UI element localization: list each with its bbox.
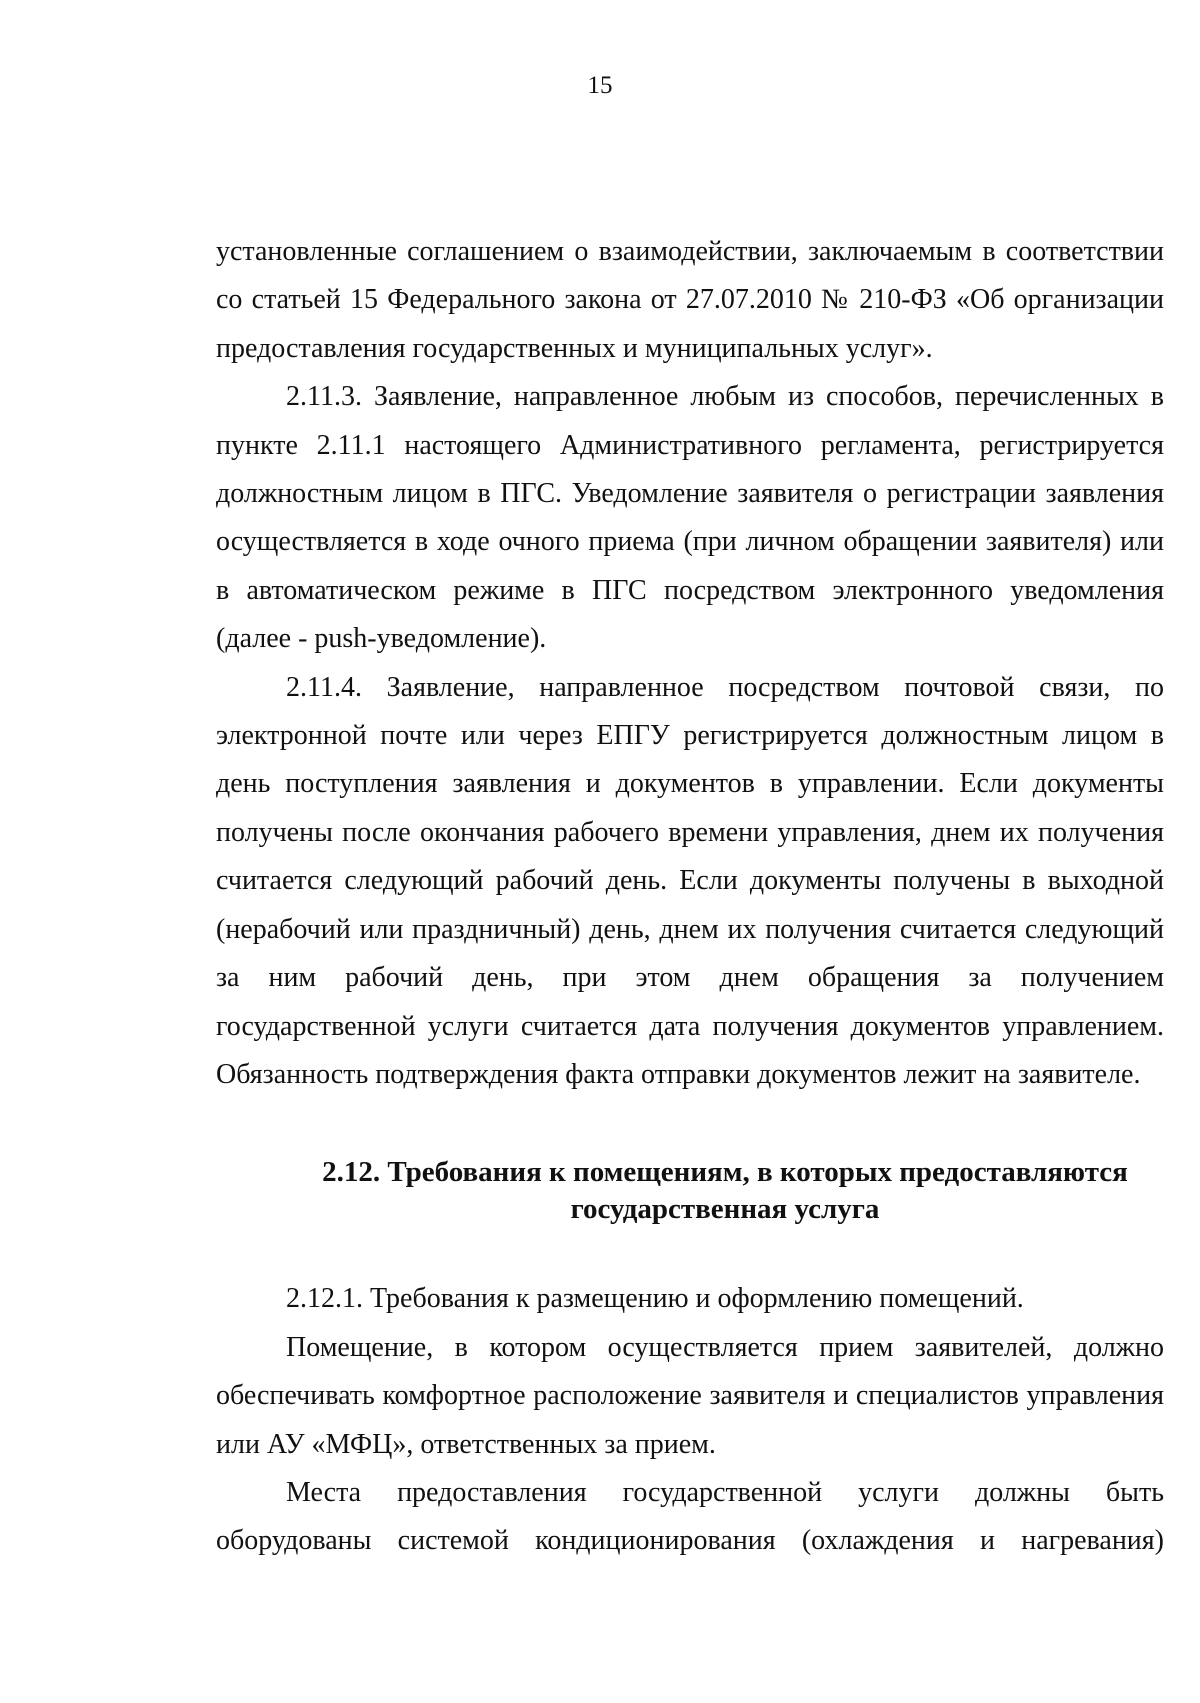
section-heading-line-1: 2.12. Требования к помещениям, в которых предоставляются xyxy=(322,1156,1128,1189)
page-number: 15 xyxy=(587,72,613,99)
paragraph-continuation: установленные соглашением о взаимодействии, заключаемым в соответствии со статьей 15 Федерального закона от 27.07.2010 № 210-ФЗ «Об организации предоставления государственных и муниципальных услуг». xyxy=(216,236,1164,364)
document-body xyxy=(216,228,1164,1566)
paragraph-2-11-3: 2.11.3. Заявление, направленное любым из способов, перечисленных в пункте 2.11.1 настоящего Административного регламента, регистрируется должностным лицом в ПГС. Уведомление заявителя о регистрации заявления осуществляется в ходе очного приема (при личном обращении заявителя) или в автоматическом режиме в ПГС посредством электронного уведомления (далее - push-уведомление). xyxy=(216,381,1164,655)
paragraph-2-11-4: 2.11.4. Заявление, направленное посредством почтовой связи, по электронной почте или через ЕПГУ регистрируется должностным лицом в день поступления заявления и документов в управлении. Если документы получены после окончания рабочего времени управления, днем их получения считается следующий рабочий день. Если документы получены в выходной (нерабочий или праздничный) день, днем их получения считается следующий за ним рабочий день, при этом днем обращения за получением государственной услуги считается дата получения документов управлением. Обязанность подтверждения факта отправки документов лежит на заявителе. xyxy=(216,671,1164,1090)
section-heading-line-2: государственная услуга xyxy=(570,1193,880,1226)
paragraph-premises: Помещение, в котором осуществляется прием заявителей, должно обеспечивать комфортное расположение заявителя и специалистов управления или АУ «МФЦ», ответственных за прием. xyxy=(216,1331,1164,1460)
section-heading-2-12 xyxy=(216,1154,1164,1228)
paragraph-2-12-1: 2.12.1. Требования к размещению и оформлению помещений. xyxy=(286,1283,1024,1315)
paragraph-service-places: Места предоставления государственной услуги должны быть оборудованы системой кондиционирования (охлаждения и нагревания) xyxy=(216,1476,1164,1557)
